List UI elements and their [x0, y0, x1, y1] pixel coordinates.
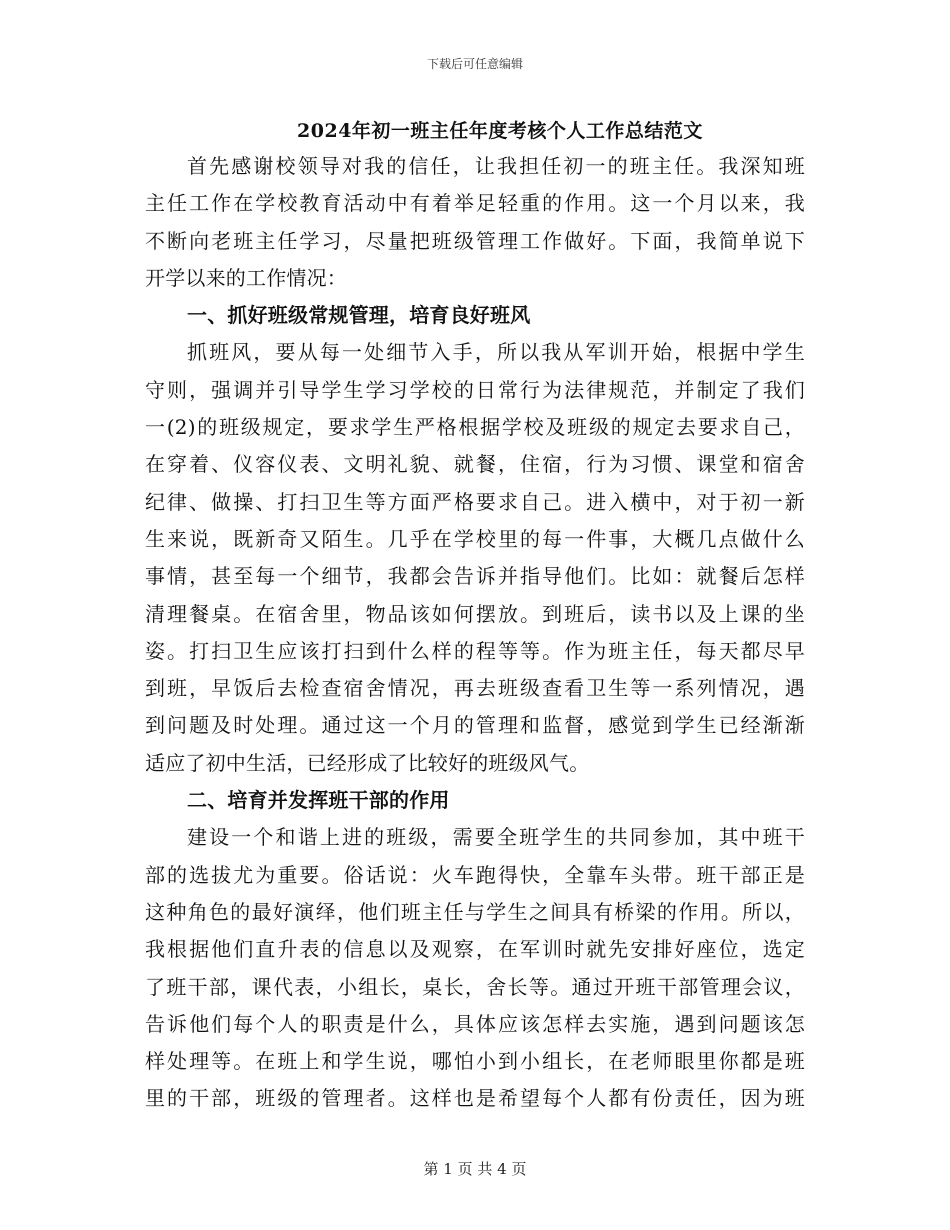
paragraph-line: 了班干部，课代表，小组长，桌长，舍长等。通过开班干部管理会议，: [145, 974, 805, 999]
document-title: 2024年初一班主任年度考核个人工作总结范文: [297, 120, 703, 142]
paragraph-line: 清理餐桌。在宿舍里，物品该如何摆放。到班后，读书以及上课的坐: [145, 601, 805, 626]
paragraph-line: 告诉他们每个人的职责是什么，具体应该怎样去实施，遇到问题该怎: [145, 1011, 805, 1036]
paragraph-line: 到班，早饭后去检查宿舍情况，再去班级查看卫生等一系列情况，遇: [145, 676, 805, 701]
download-note: 下载后可任意编辑: [426, 57, 523, 71]
paragraph-line: 到问题及时处理。通过这一个月的管理和监督，感觉到学生已经渐渐: [145, 713, 805, 738]
page-number: 第 1 页 共 4 页: [423, 1160, 527, 1178]
section-heading-2: 二、培育并发挥班干部的作用: [187, 788, 450, 813]
paragraph-line: 姿。打扫卫生应该打扫到什么样的程等等。作为班主任，每天都尽早: [145, 638, 805, 663]
paragraph-line: 我根据他们直升表的信息以及观察，在军训时就先安排好座位，选定: [145, 937, 805, 962]
paragraph-line: 主任工作在学校教育活动中有着举足轻重的作用。这一个月以来，我: [145, 191, 805, 216]
paragraph-line: 生来说，既新奇又陌生。几乎在学校里的每一件事，大概几点做什么: [145, 526, 805, 551]
paragraph-line: 在穿着、仪容仪表、文明礼貌、就餐，住宿，行为习惯、课堂和宿舍: [145, 452, 805, 477]
document-body: [145, 148, 805, 1118]
paragraph-line: 事情，甚至每一个细节，我都会告诉并指导他们。比如：就餐后怎样: [145, 564, 805, 589]
paragraph-line: 开学以来的工作情况：: [145, 265, 347, 290]
paragraph-line: 这种角色的最好演绎，他们班主任与学生之间具有桥梁的作用。所以，: [145, 899, 805, 924]
paragraph-line: 守则，强调并引导学生学习学校的日常行为法律规范，并制定了我们: [145, 377, 805, 402]
paragraph-line: 里的干部，班级的管理者。这样也是希望每个人都有份责任，因为班: [145, 1086, 805, 1111]
paragraph-line: 部的选拔尤为重要。俗话说：火车跑得快，全靠车头带。班干部正是: [145, 862, 805, 887]
section-heading-1: 一、抓好班级常规管理，培育良好班风: [187, 303, 531, 328]
paragraph-line: 首先感谢校领导对我的信任，让我担任初一的班主任。我深知班: [187, 154, 805, 178]
paragraph-line: 适应了初中生活，已经形成了比较好的班级风气。: [145, 750, 590, 775]
paragraph-line: 纪律、做操、打扫卫生等方面严格要求自己。进入横中，对于初一新: [145, 489, 805, 514]
paragraph-line: 建设一个和谐上进的班级，需要全班学生的共同参加，其中班干: [187, 825, 805, 850]
paragraph-line: 不断向老班主任学习，尽量把班级管理工作做好。下面，我简单说下: [145, 228, 805, 253]
paragraph-line: 抓班风，要从每一处细节入手，所以我从军训开始，根据中学生: [187, 340, 805, 365]
paragraph-line: 样处理等。在班上和学生说，哪怕小到小组长，在老师眼里你都是班: [145, 1049, 805, 1074]
paragraph-line: 一(2)的班级规定，要求学生严格根据学校及班级的规定去要求自己，: [145, 415, 805, 440]
